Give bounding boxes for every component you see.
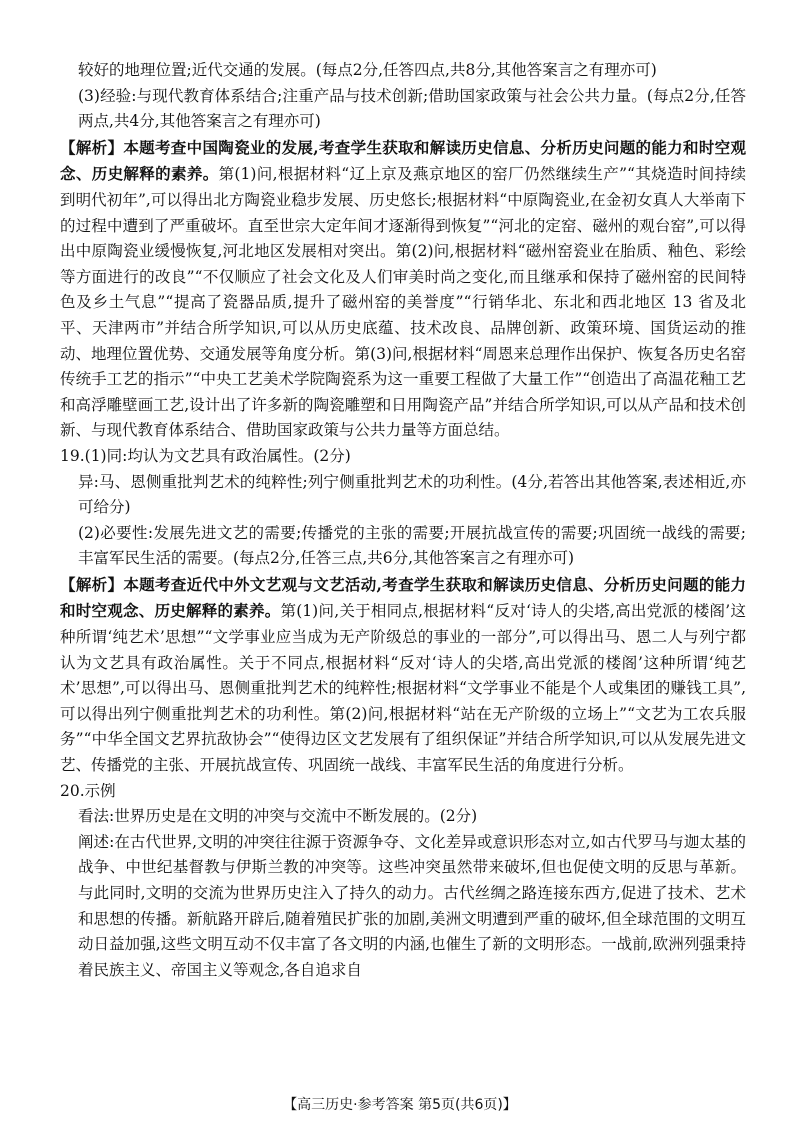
q19-2-answer: (2)必要性:发展先进文艺的需要;传播党的主张的需要;开展抗战宣传的需要;巩固统一战线的需要;丰富军民生活的需要。(每点2分,任答三点,共6分,其他答案言之有理亦可) <box>78 523 746 568</box>
q18-analysis <box>60 135 746 444</box>
page-footer: 【高三历史·参考答案 第5页(共6页)】 <box>283 1097 517 1113</box>
analysis-lead: 本题考查中国陶瓷业的发展,考查学生获取和解读历史信息、分析历史问题的能力和时空观念、历史解释的素养。 <box>60 137 746 184</box>
analysis-tag: 【解析】 <box>60 574 124 594</box>
q20-view: 看法:世界历史是在文明的冲突与交流中不断发展的。(2分) <box>78 807 478 826</box>
q19-analysis <box>60 572 746 779</box>
q20-heading: 20.示例 <box>60 781 116 800</box>
q19-1-answer: 19.(1)同:均认为文艺具有政治属性。(2分) <box>60 446 351 465</box>
q18-2-answer-tail: 较好的地理位置;近代交通的发展。(每点2分,任答四点,共8分,其他答案言之有理亦可) <box>78 61 657 79</box>
analysis-tag: 【解析】 <box>60 137 124 157</box>
analysis-lead: 本题考查近代中外文艺观与文艺活动,考查学生获取和解读历史信息、分析历史问题的能力和时空观念、历史解释的素养。 <box>60 574 746 621</box>
q18-3-answer: (3)经验:与现代教育体系结合;注重产品与技术创新;借助国家政策与社会公共力量。(每点2分,任答两点,共4分,其他答案言之有理亦可) <box>78 86 746 131</box>
analysis-text: 第(1)问,关于相同点,根据材料“反对‘诗人的尖塔,高出党派的楼阁’这种所谓‘纯艺术’思想”“文学事业应当成为无产阶级总的事业的一部分”,可以得出马、恩二人与列宁都认为文艺具有政治属性。关于不同点,根据材料“反对‘诗人的尖塔,高出党派的楼阁’这种所谓‘纯艺术’思想”,可以得出马、恩侧重批判艺术的纯粹性;根据材料“文学事业不能是个人或集团的赚钱工具”,可以得出列宁侧重批判艺术的功利性。第(2)问,根据材料“站在无产阶级的立场上”“文艺为工农兵服务”“中华全国文艺界抗敌协会”“使得边区文艺发展有了组织保证”并结合所学知识,可以从发展先进文艺、传播党的主张、开展抗战宣传、巩固统一战线、丰富军民生活的角度进行分析。 <box>60 602 746 775</box>
q19-1-difference: 异:马、恩侧重批判艺术的纯粹性;列宁侧重批判艺术的功利性。(4分,若答出其他答案,表述相近,亦可给分) <box>78 472 746 517</box>
page-body <box>60 58 746 983</box>
analysis-text: 第(1)问,根据材料“辽上京及燕京地区的窑厂仍然继续生产”“其烧造时间持续到明代初年”,可以得出北方陶瓷业稳步发展、历史悠长;根据材料“中原陶瓷业,在金初女真人大举南下的过程中遭到了严重破坏。直至世宗大定年间才逐渐得到恢复”“河北的定窑、磁州的观台窑”,可以得出中原陶瓷业缓慢恢复,河北地区发展相对突出。第(2)问,根据材料“磁州窑瓷业在胎质、釉色、彩绘等方面进行的改良”“不仅顺应了社会文化及人们审美时尚之变化,而且继承和保持了磁州窑的民间特色及乡土气息”“提高了瓷器品质,提升了磁州窑的美誉度”“行销华北、东北和西北地区 13 省及北平、天津两市”并结合所学知识,可以从历史底蕴、技术改良、品牌创新、政策环境、国货运动的推动、地理位置优势、交通发展等角度分析。第(3)问,根据材料“周恩来总理作出保护、恢复各历史名窑传统手工艺的指示”“中央工艺美术学院陶瓷系为这一重要工程做了大量工作”“创造出了高温花釉工艺和高浮雕壁画工艺,设计出了许多新的陶瓷雕塑和日用陶瓷产品”并结合所学知识,可以从产品和技术创新、与现代教育体系结合、借助国家政策与公共力量等方面总结。 <box>60 165 746 440</box>
q20-elaboration: 阐述:在古代世界,文明的冲突往往源于资源争夺、文化差异或意识形态对立,如古代罗马与迦太基的战争、中世纪基督教与伊斯兰教的冲突等。这些冲突虽然带来破坏,但也促使文明的反思与革新。与此同时,文明的交流为世界历史注入了持久的动力。古代丝绸之路连接东西方,促进了技术、艺术和思想的传播。新航路开辟后,随着殖民扩张的加剧,美洲文明遭到严重的破坏,但全球范围的文明互动日益加强,这些文明互动不仅丰富了各文明的内涵,也催生了新的文明形态。一战前,欧洲列强秉持着民族主义、帝国主义等观念,各自追求自 <box>78 832 746 979</box>
